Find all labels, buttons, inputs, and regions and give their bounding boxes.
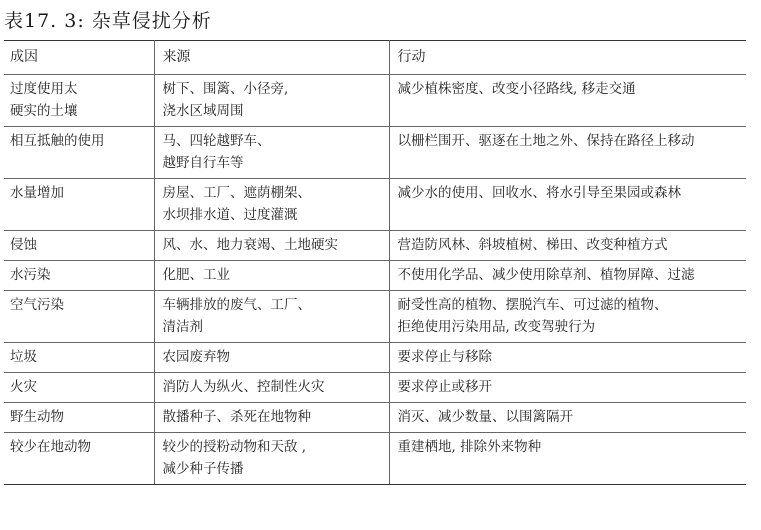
cell-cause	[4, 261, 154, 291]
cell-text-line: 硬实的土壤	[10, 103, 78, 119]
cell-source	[154, 127, 389, 179]
cell-action	[389, 291, 746, 343]
cell-text-line: 减少植株密度、改变小径路线, 移走交通	[397, 81, 636, 97]
cell-text-line: 农园废弃物	[162, 349, 230, 365]
cell-action	[389, 343, 746, 373]
cell-text-line: 过度使用太	[10, 81, 78, 97]
header-action: 行动	[389, 41, 746, 75]
cell-text-line: 拒绝使用污染用品, 改变驾驶行为	[397, 319, 596, 335]
cell-action	[389, 75, 746, 127]
cell-cause	[4, 75, 154, 127]
cell-source	[154, 75, 389, 127]
cell-source	[154, 291, 389, 343]
cell-cause	[4, 343, 154, 373]
cell-text-line: 房屋、工厂、遮荫棚架、	[162, 185, 311, 201]
cell-action	[389, 231, 746, 261]
table-row	[4, 403, 746, 433]
cell-source	[154, 373, 389, 403]
cell-text-line: 垃圾	[10, 349, 37, 365]
cell-text-line: 不使用化学品、减少使用除草剂、植物屏障、过滤	[397, 267, 695, 283]
cell-text-line: 相互抵触的使用	[10, 133, 105, 149]
table-row	[4, 75, 746, 127]
cell-text-line: 浇水区域周围	[162, 103, 244, 119]
cell-source	[154, 403, 389, 433]
cell-text-line: 风、水、地力衰竭、土地硬实	[162, 237, 338, 253]
table-row	[4, 261, 746, 291]
table-row	[4, 343, 746, 373]
cell-text-line: 火灾	[10, 379, 37, 395]
cell-text-line: 水量增加	[10, 185, 64, 201]
table-row	[4, 291, 746, 343]
cell-cause	[4, 179, 154, 231]
table-title: 表17. 3: 杂草侵扰分析	[4, 10, 212, 32]
cell-text-line: 重建栖地, 排除外来物种	[397, 439, 542, 455]
cell-text-line: 树下、围篱、小径旁,	[162, 81, 289, 97]
cell-action	[389, 433, 746, 485]
cell-action	[389, 373, 746, 403]
cell-text-line: 较少在地动物	[10, 439, 91, 455]
weed-invasion-table	[4, 40, 746, 485]
cell-action	[389, 261, 746, 291]
cell-cause	[4, 231, 154, 261]
table-row	[4, 433, 746, 485]
cell-text-line: 越野自行车等	[162, 155, 244, 171]
cell-text-line: 要求停止或移开	[397, 379, 492, 395]
cell-source	[154, 261, 389, 291]
cell-text-line: 散播种子、杀死在地物种	[162, 409, 311, 425]
cell-text-line: 营造防风林、斜坡植树、梯田、改变种植方式	[397, 237, 668, 253]
cell-action	[389, 179, 746, 231]
table-header-row	[4, 41, 746, 75]
table-row	[4, 231, 746, 261]
cell-text-line: 要求停止与移除	[397, 349, 492, 365]
cell-text-line: 较少的授粉动物和天敌 ,	[162, 439, 307, 455]
cell-text-line: 水坝排水道、过度灌溉	[162, 207, 298, 223]
cell-cause	[4, 433, 154, 485]
cell-cause	[4, 291, 154, 343]
cell-text-line: 以栅栏围开、驱逐在土地之外、保持在路径上移动	[397, 133, 695, 149]
cell-action	[389, 403, 746, 433]
cell-cause	[4, 403, 154, 433]
header-cause: 成因	[4, 41, 154, 75]
cell-text-line: 车辆排放的废气、工厂、	[162, 297, 311, 313]
cell-text-line: 减少水的使用、回收水、将水引导至果园或森林	[397, 185, 681, 201]
cell-text-line: 空气污染	[10, 297, 64, 313]
table-row	[4, 127, 746, 179]
cell-source	[154, 179, 389, 231]
cell-action	[389, 127, 746, 179]
cell-cause	[4, 127, 154, 179]
cell-source	[154, 231, 389, 261]
cell-cause	[4, 373, 154, 403]
cell-source	[154, 433, 389, 485]
cell-text-line: 消防人为纵火、控制性火灾	[162, 379, 325, 395]
cell-text-line: 化肥、工业	[162, 267, 230, 283]
cell-text-line: 马、四轮越野车、	[162, 133, 271, 149]
header-source: 来源	[154, 41, 389, 75]
cell-text-line: 减少种子传播	[162, 461, 244, 477]
cell-text-line: 清洁剂	[162, 319, 203, 335]
cell-text-line: 消灭、减少数量、以围篱隔开	[397, 409, 573, 425]
table-row	[4, 373, 746, 403]
cell-source	[154, 343, 389, 373]
cell-text-line: 水污染	[10, 267, 51, 283]
table-row	[4, 179, 746, 231]
cell-text-line: 野生动物	[10, 409, 64, 425]
cell-text-line: 耐受性高的植物、摆脱汽车、可过滤的植物、	[397, 297, 668, 313]
cell-text-line: 侵蚀	[10, 237, 37, 253]
